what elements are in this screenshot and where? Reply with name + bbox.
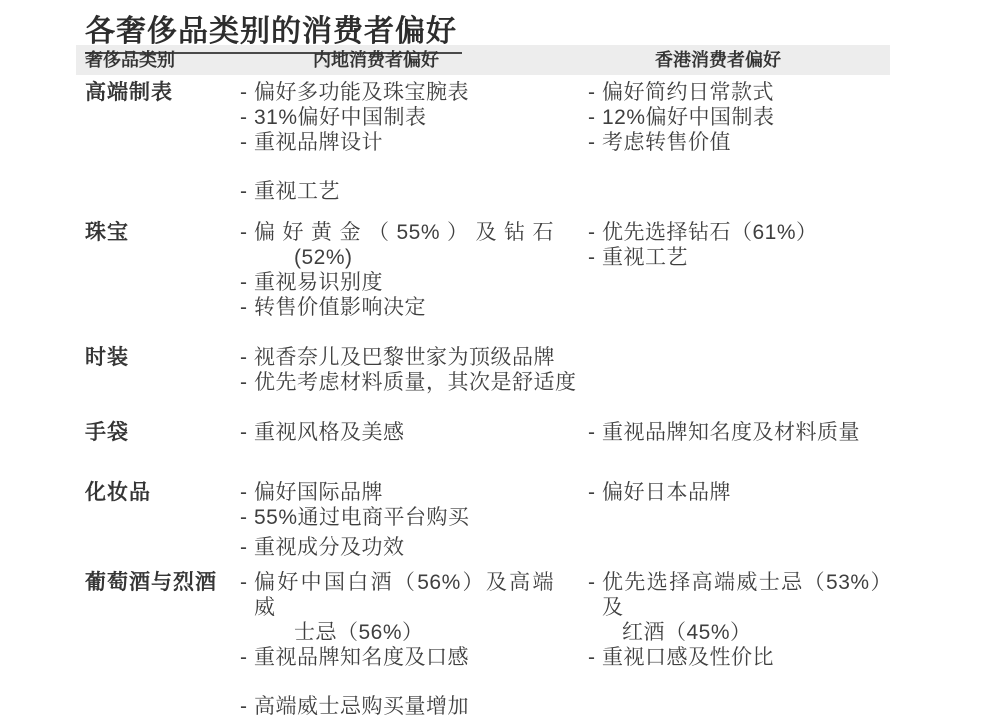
bullet-dash: - <box>240 81 248 104</box>
bullet-dash: - <box>240 536 248 559</box>
category-label: 高端制表 <box>85 81 173 104</box>
bullet-text: 优先选择高端威士忌（53%）及 <box>602 571 892 619</box>
bullet-item <box>240 570 588 645</box>
bullet-text: 重视品牌设计 <box>254 131 383 154</box>
bullet-dash: - <box>588 646 596 669</box>
bullet-dash: - <box>240 695 248 718</box>
bullet-text: 考虑转售价值 <box>602 131 731 154</box>
bullet-item <box>240 370 588 395</box>
bullet-item <box>240 645 588 670</box>
bullet-item <box>240 105 588 130</box>
bullet-text: 重视风格及美感 <box>254 421 405 444</box>
bullet-text: 重视品牌知名度及材料质量 <box>602 421 860 444</box>
bullet-wrap-line: 红酒（45%） <box>622 621 752 644</box>
bullet-dash: - <box>240 271 248 294</box>
table-header <box>76 45 890 75</box>
bullet-text: 12%偏好中国制表 <box>602 106 775 129</box>
bullet-text: 高端威士忌购买量增加 <box>254 695 469 718</box>
bullet-dash: - <box>240 371 248 394</box>
mainland-cell <box>240 220 588 340</box>
bullet-item <box>240 694 588 719</box>
bullet-item <box>588 420 918 445</box>
bullet-dash: - <box>588 246 596 269</box>
hongkong-cell <box>588 420 918 475</box>
bullet-item <box>240 80 588 105</box>
mainland-cell <box>240 570 588 720</box>
table-body <box>76 75 994 720</box>
bullet-text: 偏好国际品牌 <box>254 481 383 504</box>
bullet-item <box>588 105 918 130</box>
bullet-wrap-line: (52%) <box>294 246 353 269</box>
bullet-text: 偏好简约日常款式 <box>602 81 774 104</box>
bullet-text: 重视工艺 <box>602 246 688 269</box>
table-row <box>76 415 994 475</box>
bullet-item <box>240 420 588 445</box>
bullet-dash: - <box>240 106 248 129</box>
bullet-wrap-line: 士忌（56%） <box>294 621 424 644</box>
bullet-dash: - <box>240 180 248 203</box>
bullet-dash: - <box>588 481 596 504</box>
bullet-text: 偏好黄金（55%）及钻石 <box>254 221 554 244</box>
bullet-item <box>588 80 918 105</box>
bullet-dash: - <box>240 646 248 669</box>
mainland-cell <box>240 345 588 415</box>
bullet-item <box>240 130 588 155</box>
bullet-item <box>588 480 918 505</box>
bullet-text: 偏好日本品牌 <box>602 481 731 504</box>
bullet-text: 优先考虑材料质量，其次是舒适度 <box>254 371 577 394</box>
bullet-text: 重视易识别度 <box>254 271 383 294</box>
bullet-dash: - <box>240 346 248 369</box>
table-row <box>76 215 994 340</box>
mainland-cell <box>240 480 588 565</box>
bullet-dash: - <box>588 81 596 104</box>
bullet-text: 重视成分及功效 <box>254 536 405 559</box>
bullet-dash: - <box>588 221 596 244</box>
bullet-item <box>588 245 918 270</box>
bullet-dash: - <box>240 481 248 504</box>
bullet-dash: - <box>240 571 248 594</box>
bullet-text: 转售价值影响决定 <box>254 296 426 319</box>
table-row <box>76 475 994 565</box>
category-label: 化妆品 <box>85 481 151 504</box>
bullet-text: 偏好多功能及珠宝腕表 <box>254 81 469 104</box>
bullet-item <box>240 535 588 560</box>
bullet-item <box>240 179 588 204</box>
bullet-text: 55%通过电商平台购买 <box>254 506 470 529</box>
title-area <box>0 0 994 48</box>
bullet-item <box>240 270 588 295</box>
hongkong-cell <box>588 570 918 720</box>
header-cell-category: 奢侈品类别 <box>85 50 175 70</box>
hongkong-cell <box>588 480 918 565</box>
bullet-text: 重视口感及性价比 <box>602 646 774 669</box>
bullet-item <box>588 645 918 670</box>
bullet-dash: - <box>240 221 248 244</box>
hongkong-cell <box>588 220 918 340</box>
bullet-dash: - <box>588 106 596 129</box>
category-label: 珠宝 <box>85 221 129 244</box>
bullet-item <box>588 130 918 155</box>
mainland-cell <box>240 420 588 475</box>
bullet-text: 重视工艺 <box>254 180 340 203</box>
category-label: 手袋 <box>85 421 129 444</box>
hongkong-cell <box>588 80 918 215</box>
mainland-cell <box>240 80 588 215</box>
header-cell-hongkong: 香港消费者偏好 <box>655 50 781 70</box>
bullet-item <box>588 220 918 245</box>
bullet-text: 视香奈儿及巴黎世家为顶级品牌 <box>254 346 555 369</box>
bullet-dash: - <box>588 131 596 154</box>
table-row <box>76 340 994 415</box>
bullet-dash: - <box>240 506 248 529</box>
page-title: 各奢侈品类别的消费者偏好 <box>85 6 462 54</box>
bullet-dash: - <box>240 296 248 319</box>
bullet-item <box>240 220 588 270</box>
bullet-dash: - <box>588 571 596 594</box>
bullet-dash: - <box>240 421 248 444</box>
bullet-item <box>588 570 918 645</box>
bullet-text: 31%偏好中国制表 <box>254 106 427 129</box>
category-label: 葡萄酒与烈酒 <box>85 571 217 594</box>
bullet-text: 优先选择钻石（61%） <box>602 221 818 244</box>
table-row <box>76 75 994 215</box>
header-cell-mainland: 内地消费者偏好 <box>313 50 439 70</box>
table-row <box>76 565 994 720</box>
category-label: 时装 <box>85 346 129 369</box>
bullet-dash: - <box>588 421 596 444</box>
bullet-text: 偏好中国白酒（56%）及高端威 <box>254 571 554 619</box>
bullet-text: 重视品牌知名度及口感 <box>254 646 469 669</box>
bullet-item <box>240 345 588 370</box>
hongkong-cell <box>588 345 918 415</box>
bullet-item <box>240 480 588 505</box>
bullet-dash: - <box>240 131 248 154</box>
bullet-item <box>240 295 588 320</box>
bullet-item <box>240 505 588 530</box>
